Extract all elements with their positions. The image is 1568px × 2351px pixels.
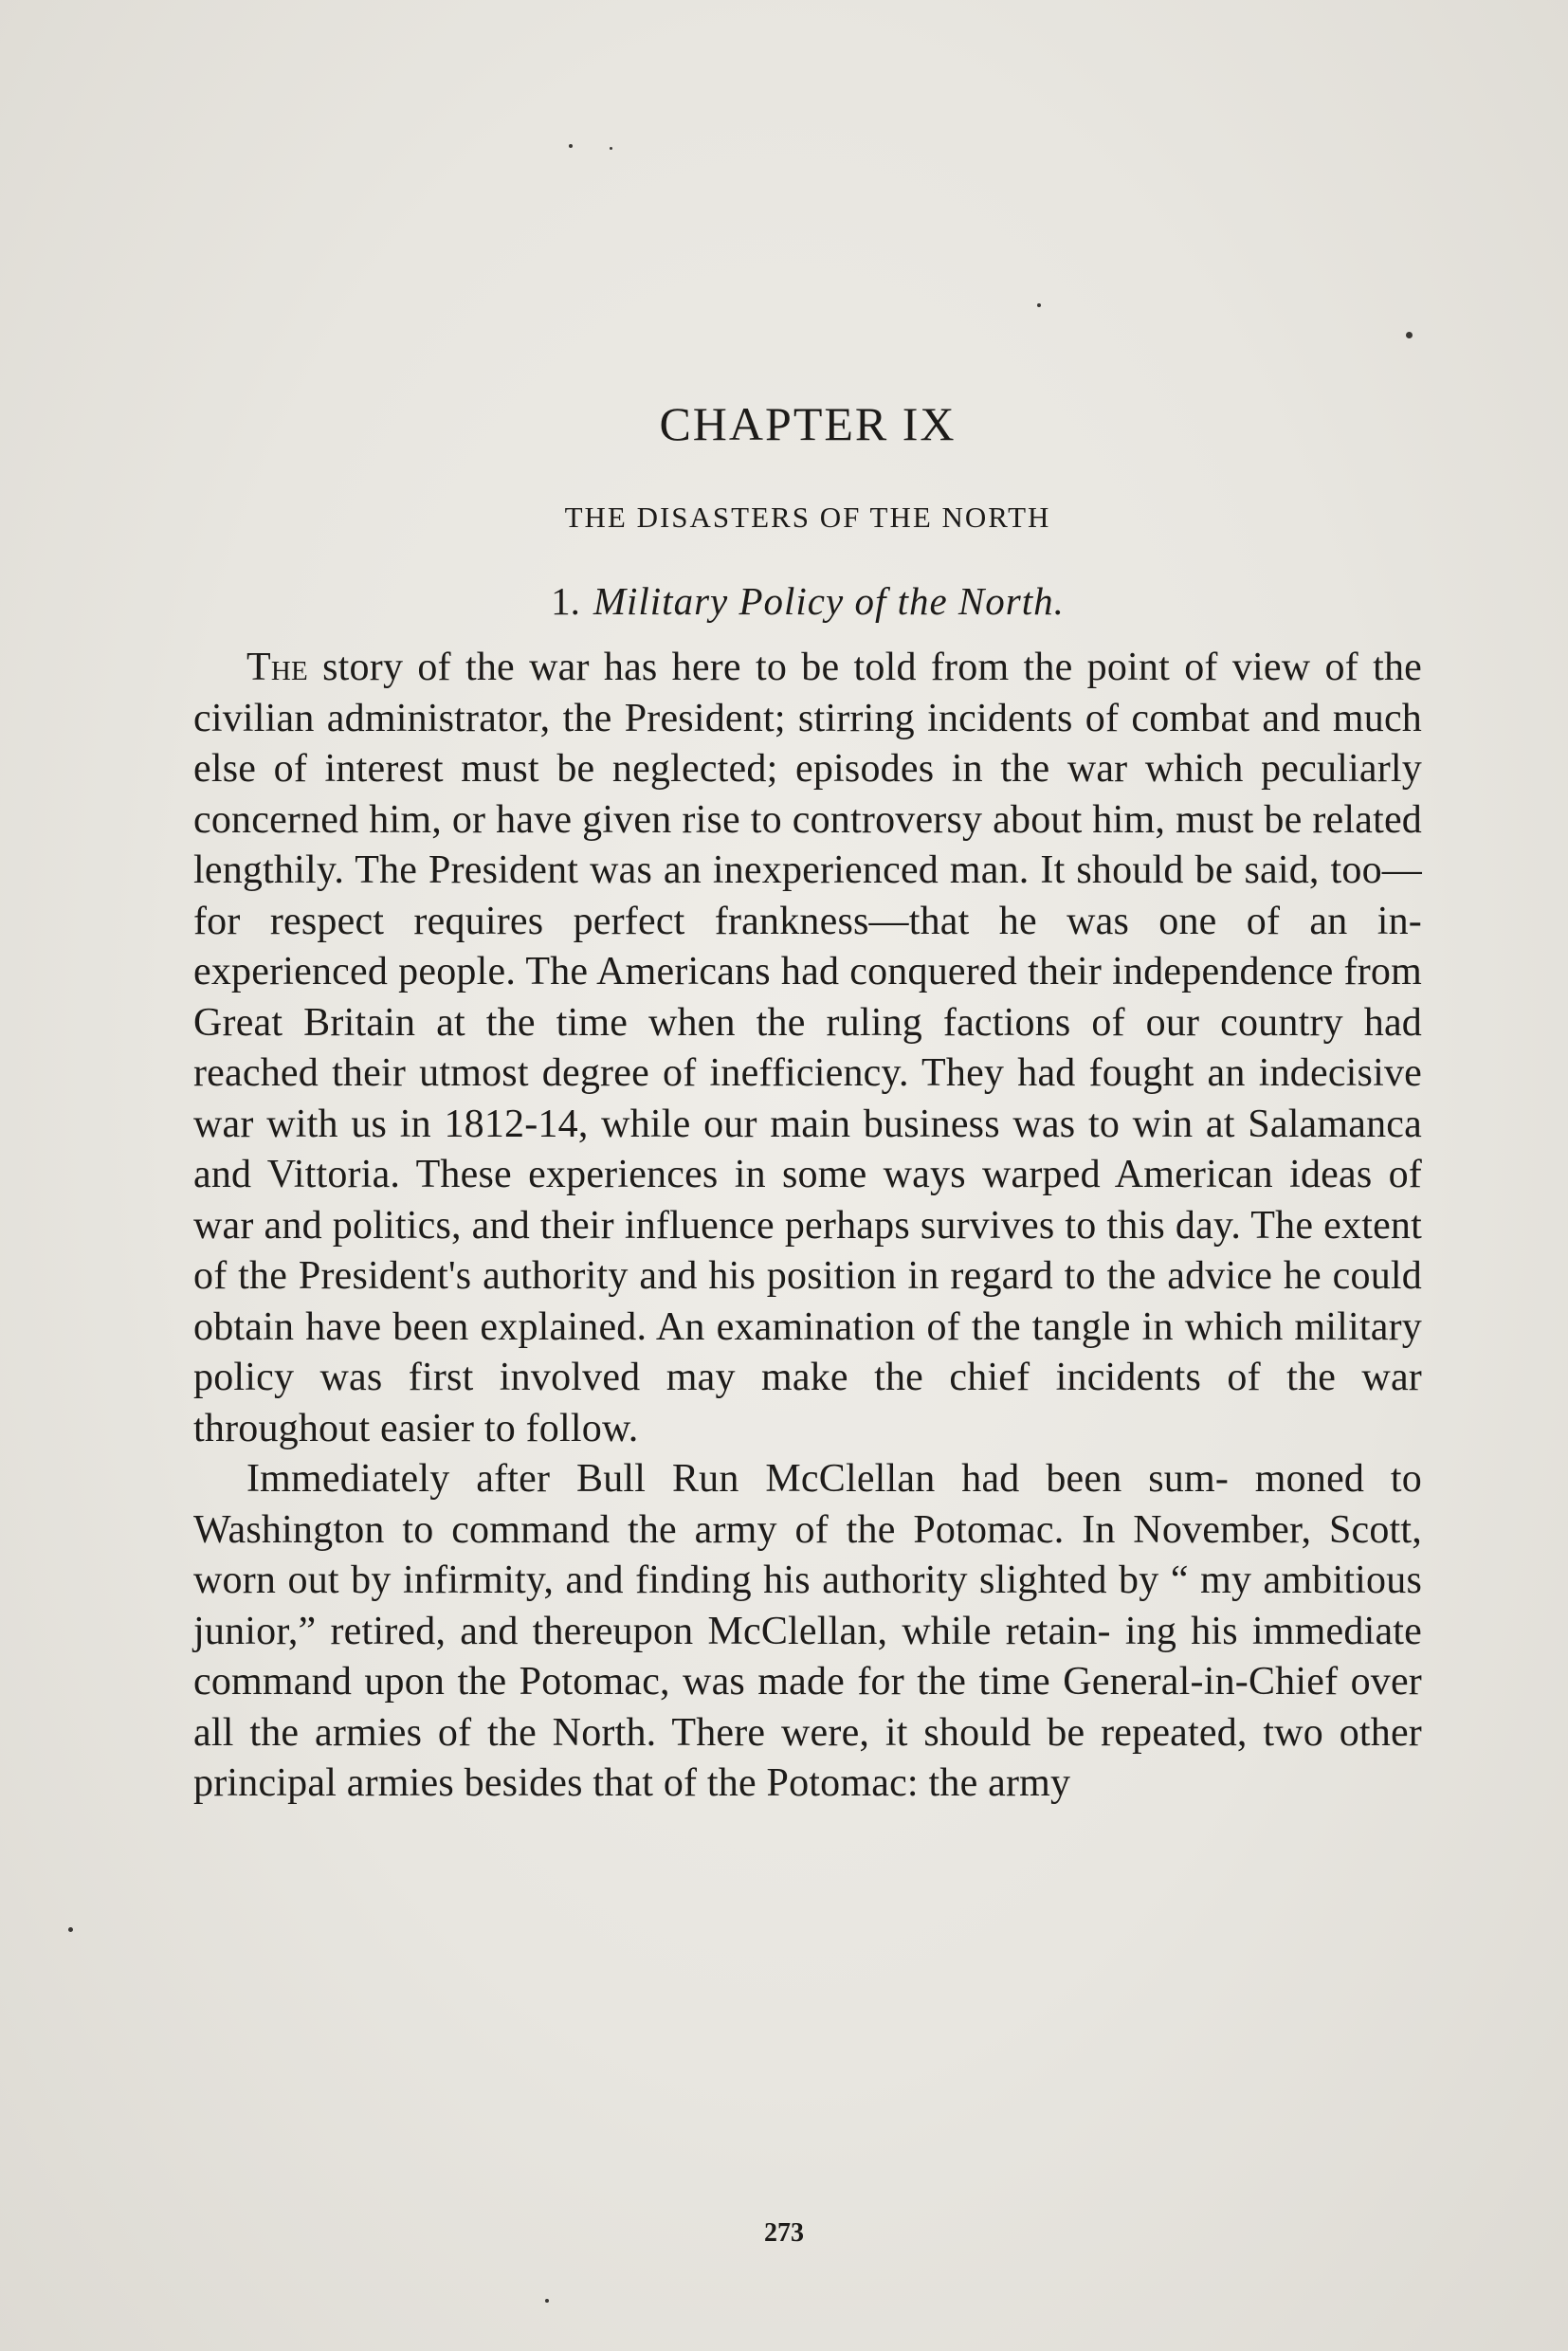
- paper-speck: [1406, 332, 1413, 338]
- paper-speck: [1037, 303, 1041, 307]
- chapter-title: CHAPTER IX: [659, 397, 957, 450]
- paper-speck: [68, 1927, 73, 1932]
- body-paragraph: [193, 643, 1422, 1454]
- section-heading: [193, 578, 1422, 624]
- paper-speck: [569, 144, 573, 148]
- page-number: 273: [764, 2218, 804, 2248]
- body-paragraph: [193, 1454, 1422, 1810]
- section-number: 1.: [551, 579, 580, 623]
- paper-speck: [610, 147, 612, 150]
- chapter-subtitle: THE DISASTERS OF THE NORTH: [564, 501, 1051, 534]
- section-title: Military Policy of the North.: [593, 579, 1065, 623]
- paragraph-text: story of the war has here to be told from the point of view of the civilian administrator, the President; stirring incidents of combat and much else of interest must be neglected; episodes in the war which peculiarly concerned him, or have given rise to controversy about him, must be related lengthily. The President was an inexperienced man. It should be said, too—for respect requires perfect frankness—that he was one of an in- experienced people. The Americans had conquered their independence from Great Britain at the time when the ruling factions of our country had reached their utmost degree of inefficiency. They had fought an indecisive war with us in 1812-14, while our main business was to win at Salamanca and Vittoria. These experiences in some ways warped American ideas of war and politics, and their influence perhaps survives to this day. The extent of the President's authority and his position in regard to the advice he could obtain have been explained. An examination of the tangle in which military policy was first involved may make the chief incidents of the war throughout easier to follow.: [193, 646, 1422, 1450]
- paragraph-text: Immediately after Bull Run McClellan had been sum- moned to Washington to command the army of the Potomac. In November, Scott, worn out by infirmity, and finding his authority slighted by “ my ambitious junior,” retired, and thereupon McClellan, while retain- ing his immediate command upon the Potomac, was made for the time General-in-Chief over all the armies of the North. There were, it should be repeated, two other principal armies besides that of the Potomac: the army: [193, 1457, 1422, 1805]
- paragraph-lead-word: The: [246, 646, 308, 689]
- paper-speck: [545, 2299, 549, 2303]
- page-text-block: [193, 379, 1422, 1810]
